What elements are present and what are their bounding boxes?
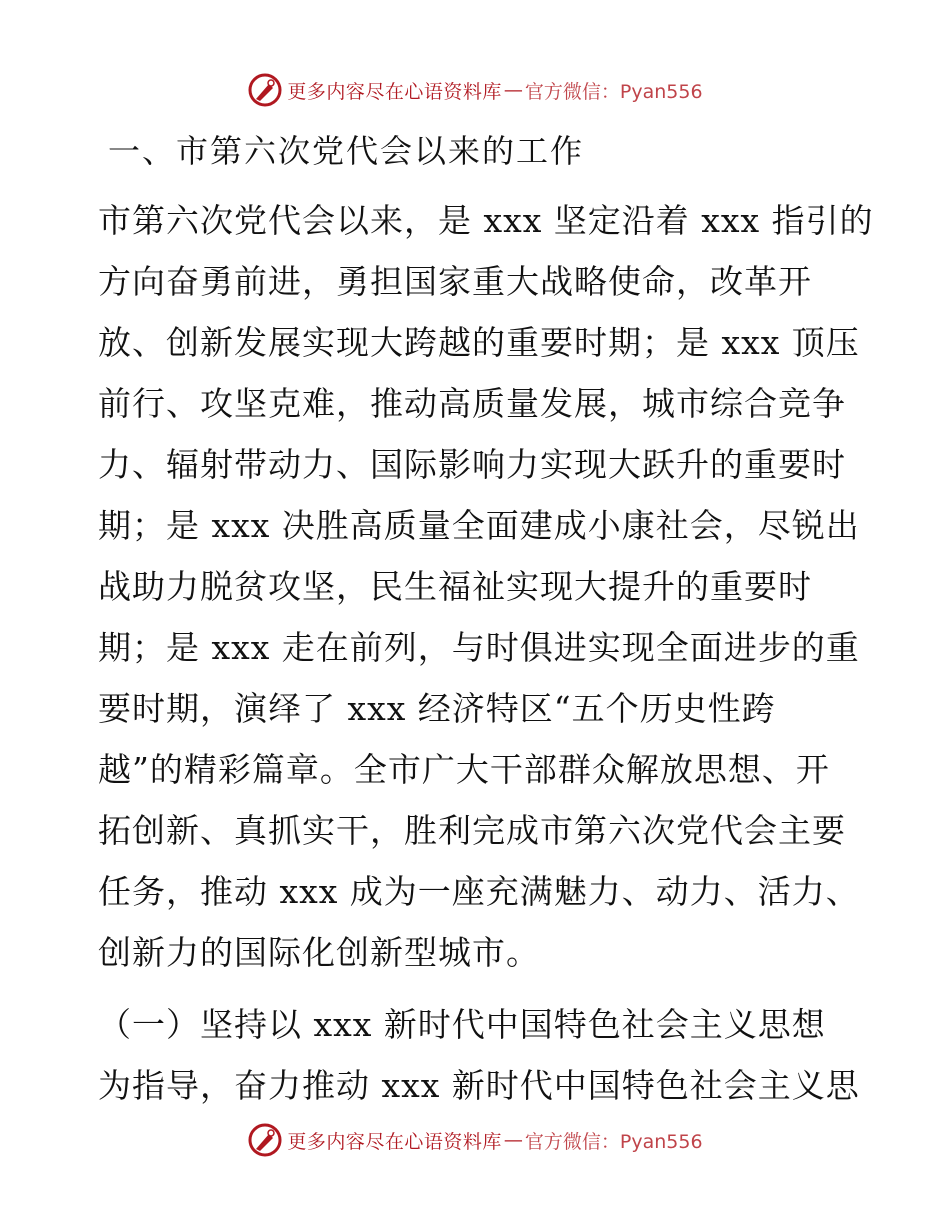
text-line: 为指导，奋力推动 xxx 新时代中国特色社会主义思 [98, 1066, 860, 1105]
header-watermark-banner [0, 70, 950, 110]
text-line: 力、辐射带动力、国际影响力实现大跃升的重要时 [98, 445, 846, 484]
footer-watermark-banner [0, 1120, 950, 1160]
text-line: 战助力脱贫攻坚，民生福祉实现大提升的重要时 [98, 567, 812, 606]
paragraph-2 [98, 1001, 858, 1123]
watermark-wechat: 官方微信：Pyan556 [524, 80, 703, 103]
pen-nib-logo-icon [247, 1122, 283, 1158]
watermark-wechat: 官方微信：Pyan556 [524, 1130, 703, 1153]
pen-nib-logo-icon [247, 72, 283, 108]
text-line: 要时期，演绎了 xxx 经济特区“五个历史性跨 [98, 689, 776, 728]
text-line: 市第六次党代会以来，是 xxx 坚定沿着 xxx 指引的 [98, 201, 874, 240]
text-line: 方向奋勇前进，勇担国家重大战略使命，改革开 [98, 262, 812, 301]
text-line: 任务，推动 xxx 成为一座充满魅力、动力、活力、 [98, 872, 860, 911]
text-line: 前行、攻坚克难，推动高质量发展，城市综合竞争 [98, 384, 846, 423]
text-line: 期；是 xxx 走在前列，与时俱进实现全面进步的重 [98, 628, 860, 667]
text-line: 放、创新发展实现大跨越的重要时期；是 xxx 顶压 [98, 323, 860, 362]
text-line: （一）坚持以 xxx 新时代中国特色社会主义思想 [98, 1005, 826, 1044]
watermark-dash: — [503, 79, 523, 101]
document-body [98, 197, 874, 1123]
watermark-text: 更多内容尽在心语资料库 [287, 1130, 502, 1153]
text-line: 创新力的国际化创新型城市。 [98, 933, 540, 972]
watermark-dash: — [503, 1129, 523, 1151]
text-line: 期；是 xxx 决胜高质量全面建成小康社会，尽锐出 [98, 506, 860, 545]
section-heading: 一、市第六次党代会以来的工作 [108, 132, 585, 170]
watermark-text: 更多内容尽在心语资料库 [287, 80, 502, 103]
text-line: 拓创新、真抓实干，胜利完成市第六次党代会主要 [98, 811, 846, 850]
text-line: 越”的精彩篇章。全市广大干部群众解放思想、开 [98, 750, 830, 789]
paragraph-1 [98, 197, 874, 990]
